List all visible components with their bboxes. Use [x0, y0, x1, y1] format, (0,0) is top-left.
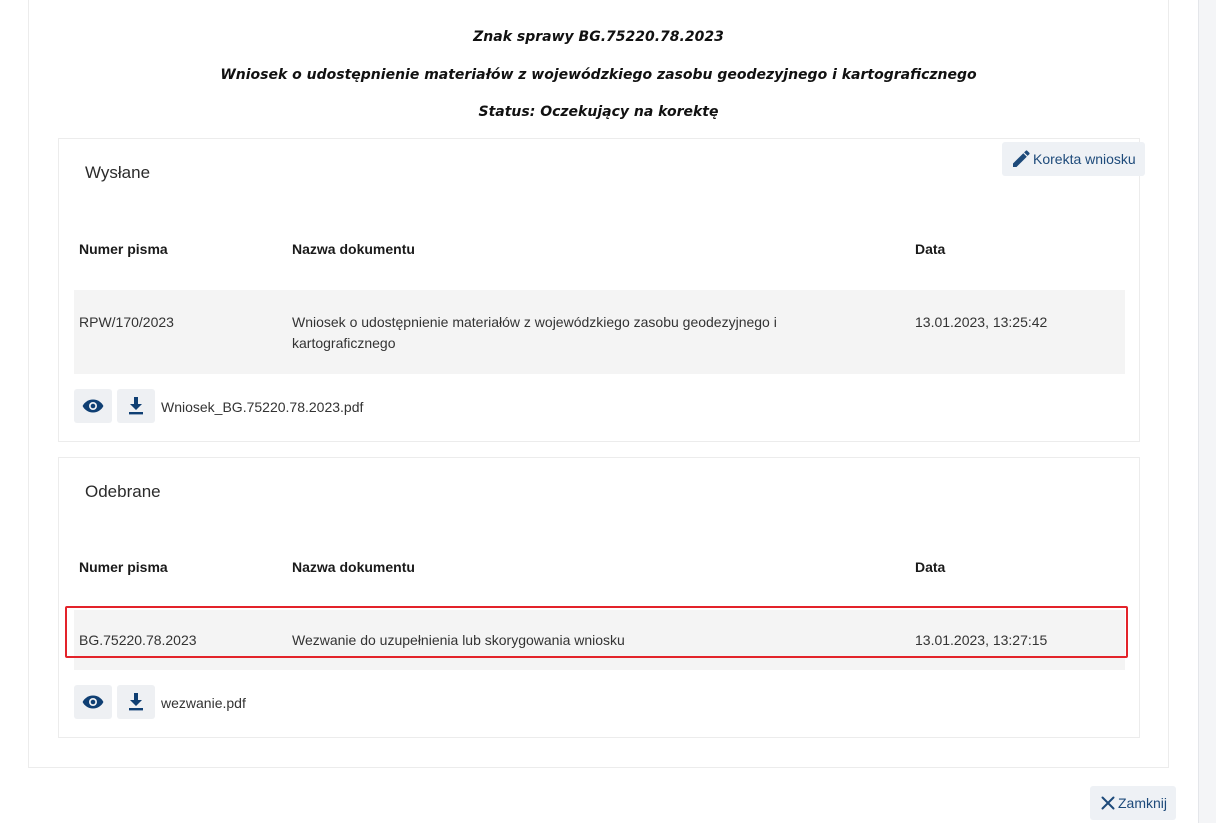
preview-button[interactable]: [74, 685, 112, 719]
download-button[interactable]: [117, 685, 155, 719]
correction-button[interactable]: [1002, 142, 1145, 176]
close-button-label: Zamknij: [1118, 795, 1168, 811]
eye-icon: [82, 695, 104, 709]
received-section: [58, 457, 1140, 738]
case-number: Znak sprawy BG.75220.78.2023: [473, 29, 724, 45]
row-date: 13.01.2023, 13:27:15: [915, 632, 1048, 648]
file-link[interactable]: wezwanie.pdf: [161, 695, 246, 711]
column-header-document: Nazwa dokumentu: [292, 559, 415, 575]
eye-icon: [82, 399, 104, 413]
received-section-title: Odebrane: [85, 482, 161, 501]
row-number: BG.75220.78.2023: [79, 632, 197, 648]
pencil-icon: [1012, 150, 1030, 168]
column-header-document: Nazwa dokumentu: [292, 241, 415, 257]
close-icon: [1101, 796, 1115, 810]
column-header-number: Numer pisma: [79, 559, 168, 575]
sent-section-title: Wysłane: [85, 163, 151, 182]
request-status: Status: Oczekujący na korektę: [478, 104, 719, 120]
column-header-date: Data: [915, 559, 946, 575]
row-document-name: Wezwanie do uzupełnienia lub skorygowania wniosku: [292, 632, 625, 648]
row-date: 13.01.2023, 13:25:42: [915, 314, 1048, 330]
row-document-name: Wniosek o udostępnienie materiałów z wojewódzkiego zasobu geodezyjnego i kartograficznego: [292, 314, 777, 351]
download-icon: [129, 397, 143, 415]
column-header-number: Numer pisma: [79, 241, 168, 257]
preview-button[interactable]: [74, 389, 112, 423]
row-number: RPW/170/2023: [79, 314, 174, 330]
download-button[interactable]: [117, 389, 155, 423]
correction-button-label: Korekta wniosku: [1033, 151, 1136, 167]
request-title: Wniosek o udostępnienie materiałów z wojewódzkiego zasobu geodezyjnego i kartograficznego: [220, 67, 977, 83]
scrollbar-track[interactable]: [1198, 0, 1216, 823]
column-header-date: Data: [915, 241, 946, 257]
highlight-box: [65, 606, 1128, 658]
download-icon: [129, 693, 143, 711]
sent-section: [58, 138, 1140, 442]
table-row[interactable]: [74, 290, 1125, 374]
close-button[interactable]: [1090, 786, 1176, 820]
file-link[interactable]: Wniosek_BG.75220.78.2023.pdf: [161, 399, 364, 415]
